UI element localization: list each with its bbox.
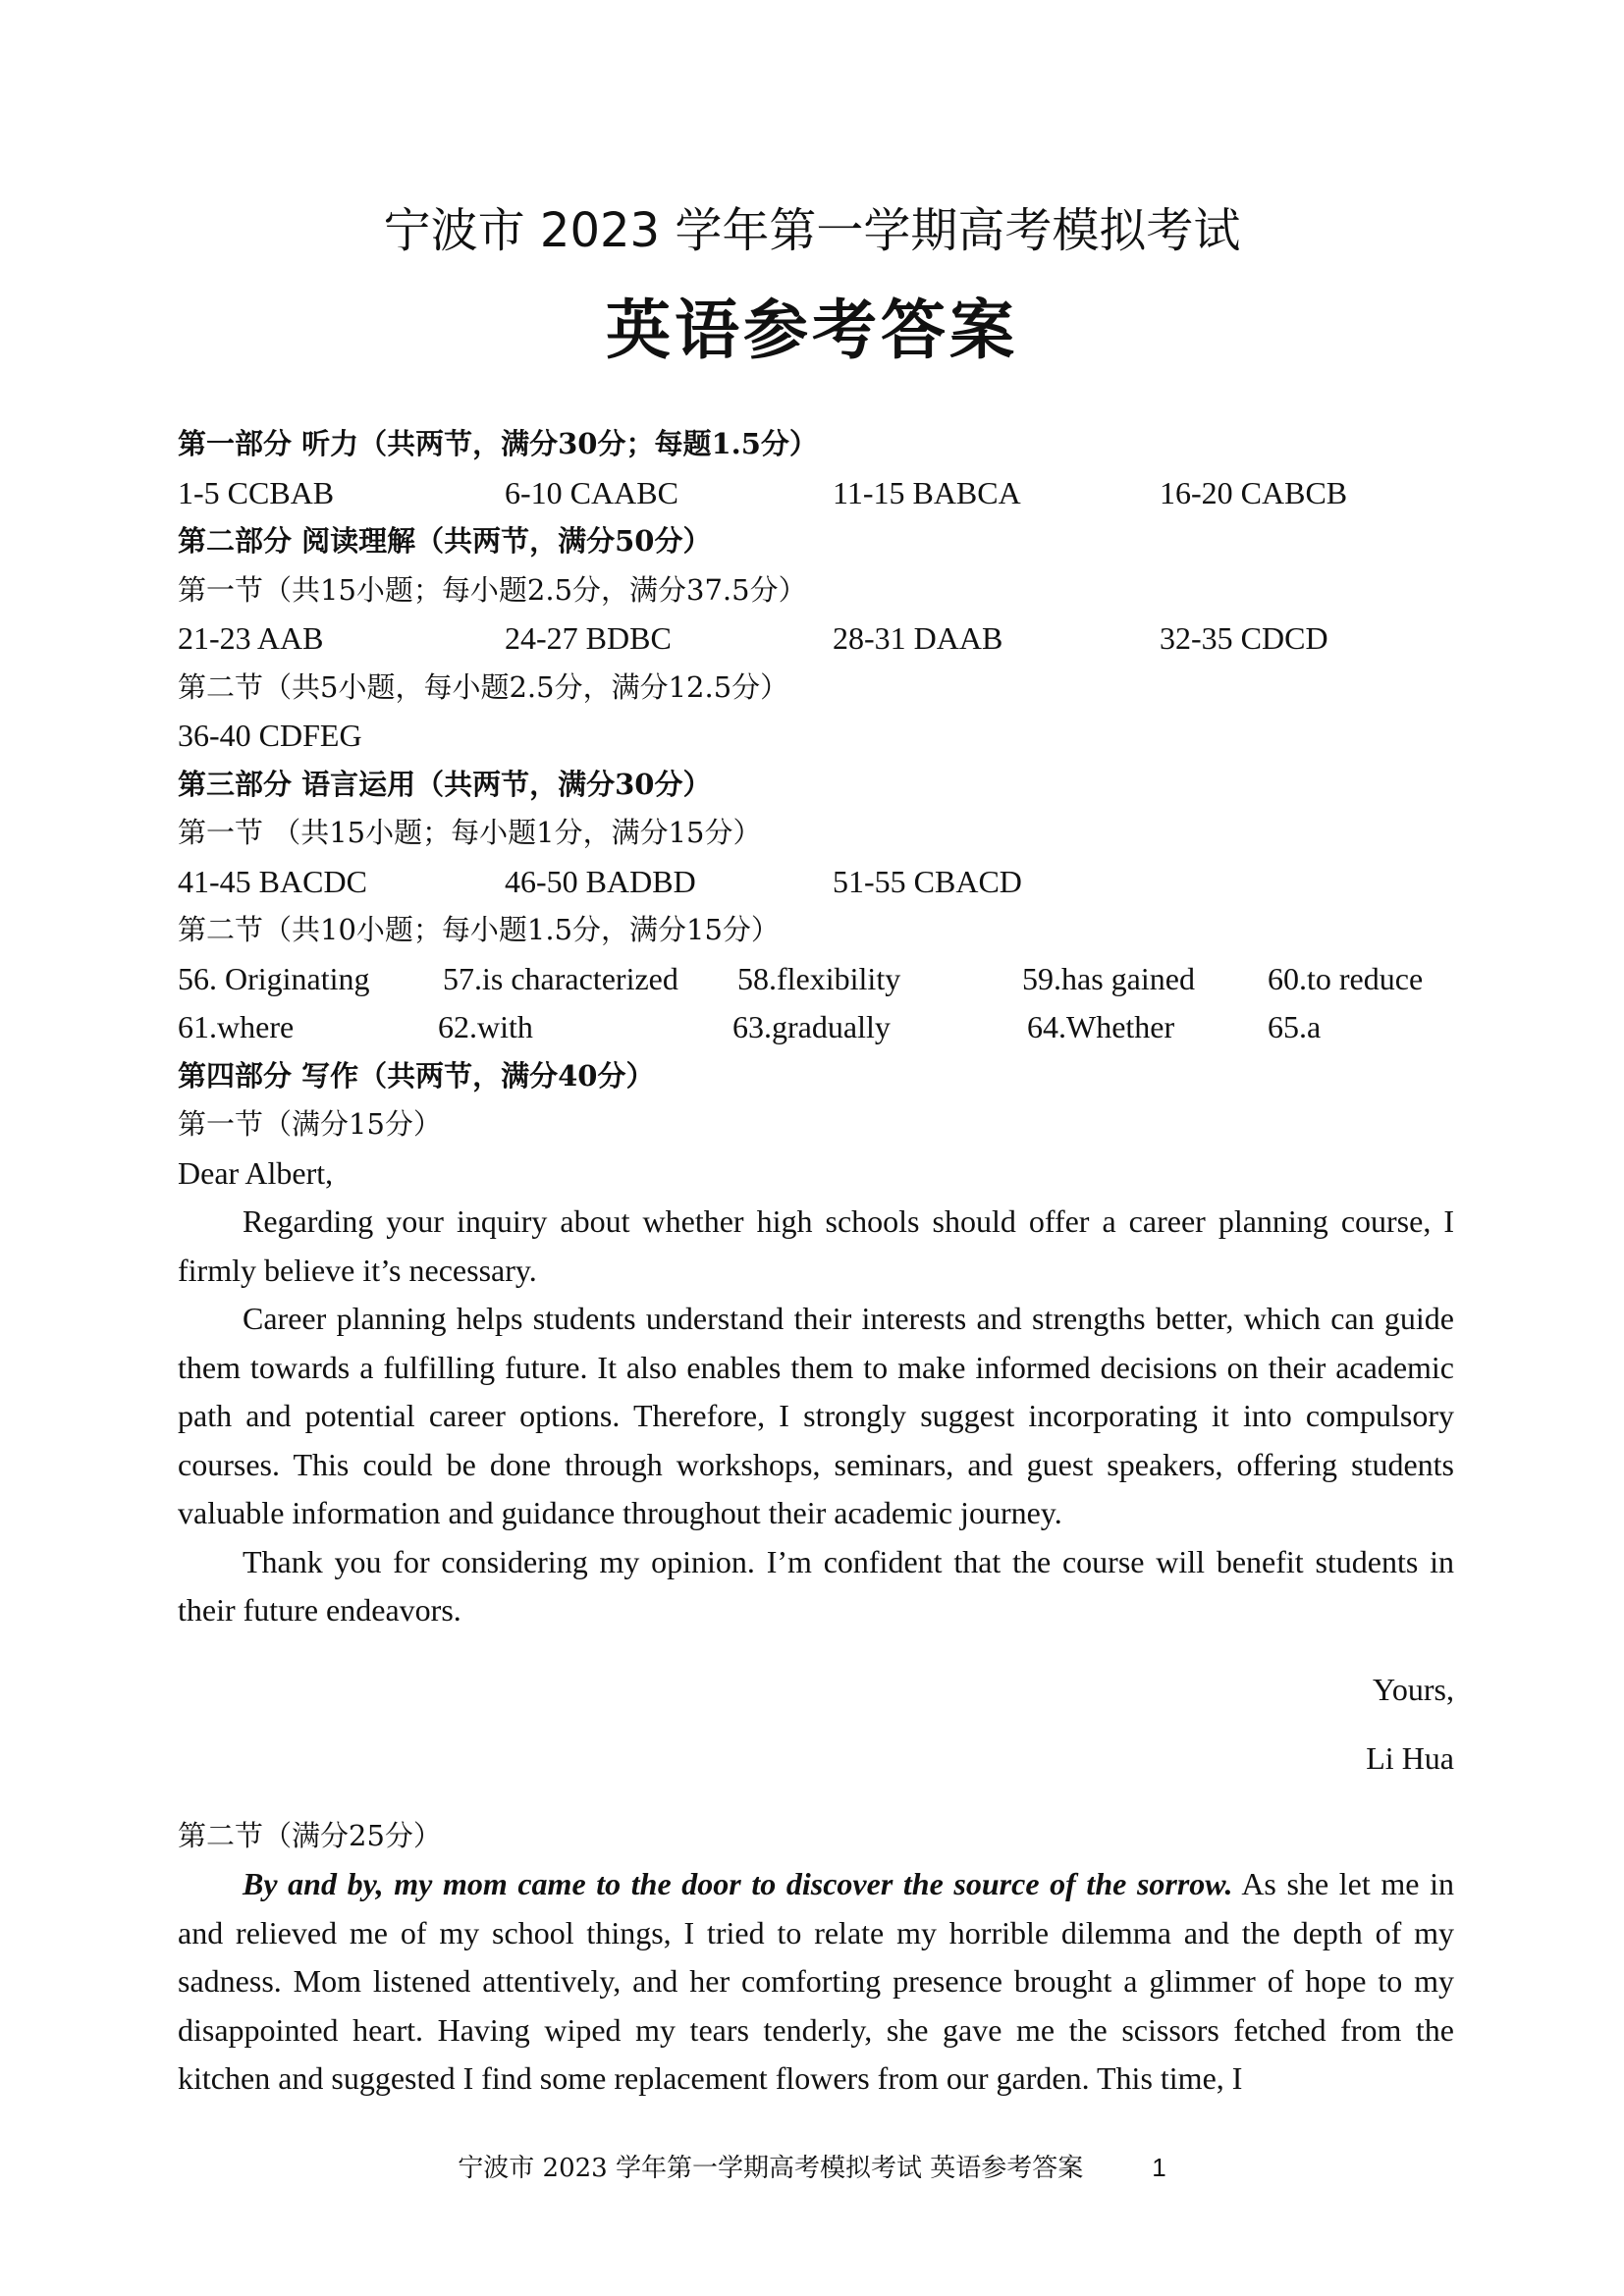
answer-group: 11-15 BABCA [833, 474, 1021, 510]
answer-item: 56. Originating [178, 960, 370, 996]
letter-paragraph: Career planning helps students understand their interests and strengths better, which can guide them towards a fulfilling future. It also enables them to make informed decisions on their academic path and potential career options. Therefore, I strongly suggest incorporating it into compulsory courses. This could be done through workshops, seminars, and guest speakers, offering students valuable information and guidance throughout their academic journey. [178, 1301, 1454, 1530]
answer-item: 60.to reduce [1268, 960, 1424, 996]
answer-item: 63.gradually [732, 1009, 891, 1044]
exam-title: 宁波市 2023 学年第一学期高考模拟考试 [383, 203, 1241, 258]
answer-item: 62.with [438, 1009, 533, 1044]
answer-item: 61.where [178, 1009, 295, 1044]
answer-group: 21-23 AAB [178, 620, 324, 656]
part1-heading: 第一部分 听力（共两节，满分30分；每题1.5分） [178, 427, 818, 460]
answer-group: 1-5 CCBAB [178, 474, 335, 510]
page-footer [0, 2148, 1624, 2188]
answer-group: 28-31 DAAB [833, 620, 1003, 656]
part2-heading: 第二部分 阅读理解（共两节，满分50分） [178, 524, 712, 558]
answer-group: 24-27 BDBC [505, 620, 672, 656]
part2-section1-label: 第一节（共15小题；每小题2.5分，满分37.5分） [178, 572, 807, 607]
story-paragraph [178, 1860, 1454, 2104]
part3-section1-label: 第一节 （共15小题；每小题1分，满分15分） [178, 816, 762, 849]
part2-section2-label: 第二节（共5小题，每小题2.5分，满分12.5分） [178, 669, 789, 704]
part4-section1-label: 第一节（满分15分） [178, 1107, 442, 1141]
answer-group: 46-50 BADBD [505, 863, 696, 899]
part2-section1-answers-row [178, 614, 1454, 664]
answer-group: 32-35 CDCD [1160, 620, 1328, 656]
story-text: As she let me in and relieved me of my school things, I tried to relate my horrible dilemma and the depth of my sadness. Mom listened attentively, and her comforting presence brought a glimmer of hope to my disappointed heart. Having wiped my tears tenderly, she gave me the scissors fetched from the kitchen and suggested I find some replacement flowers from our garden. This time, I [178, 1866, 1455, 2096]
part3-section2-answers-row-1 [178, 955, 1454, 1004]
answer-group: 36-40 CDFEG [178, 718, 362, 753]
letter-paragraph: Thank you for considering my opinion. I’m confident that the course will benefit students in their future endeavors. [178, 1543, 1454, 1628]
letter-signature: Li Hua [1366, 1739, 1454, 1776]
answer-content [178, 420, 1454, 2104]
letter-salutation: Dear Albert, [178, 1154, 334, 1191]
document-subtitle: 英语参考答案 [606, 293, 1018, 368]
part3-section2-label: 第二节（共10小题；每小题1.5分，满分15分） [178, 913, 780, 946]
answer-group: 6-10 CAABC [505, 474, 678, 510]
answer-item: 64.Whether [1027, 1009, 1175, 1044]
letter-closing: Yours, [1372, 1671, 1454, 1707]
answer-item: 57.is characterized [443, 960, 678, 996]
answer-item: 59.has gained [1022, 960, 1195, 996]
letter-paragraph: Regarding your inquiry about whether high schools should offer a career planning course, I firmly believe it’s necessary. [178, 1203, 1454, 1288]
part1-answers-row [178, 469, 1454, 518]
part4-heading: 第四部分 写作（共两节，满分40分） [178, 1058, 655, 1093]
story-lead-sentence: By and by, my mom came to the door to discover the source of the sorrow. [243, 1866, 1233, 1901]
answer-group: 16-20 CABCB [1160, 474, 1348, 510]
page-number: 1 [1152, 2153, 1166, 2182]
answer-item: 65.a [1268, 1009, 1322, 1044]
part3-section1-answers-row [178, 858, 1454, 907]
part4-section2-label: 第二节（满分25分） [178, 1818, 442, 1852]
part3-heading: 第三部分 语言运用（共两节，满分30分） [178, 767, 712, 801]
part3-section2-answers-row-2 [178, 1003, 1454, 1052]
answer-group: 41-45 BACDC [178, 863, 367, 899]
answer-group: 51-55 CBACD [833, 863, 1022, 899]
part2-section2-answers-row [178, 712, 1454, 761]
answer-item: 58.flexibility [737, 960, 901, 996]
footer-text: 宁波市 2023 学年第一学期高考模拟考试 英语参考答案 [458, 2154, 1084, 2183]
